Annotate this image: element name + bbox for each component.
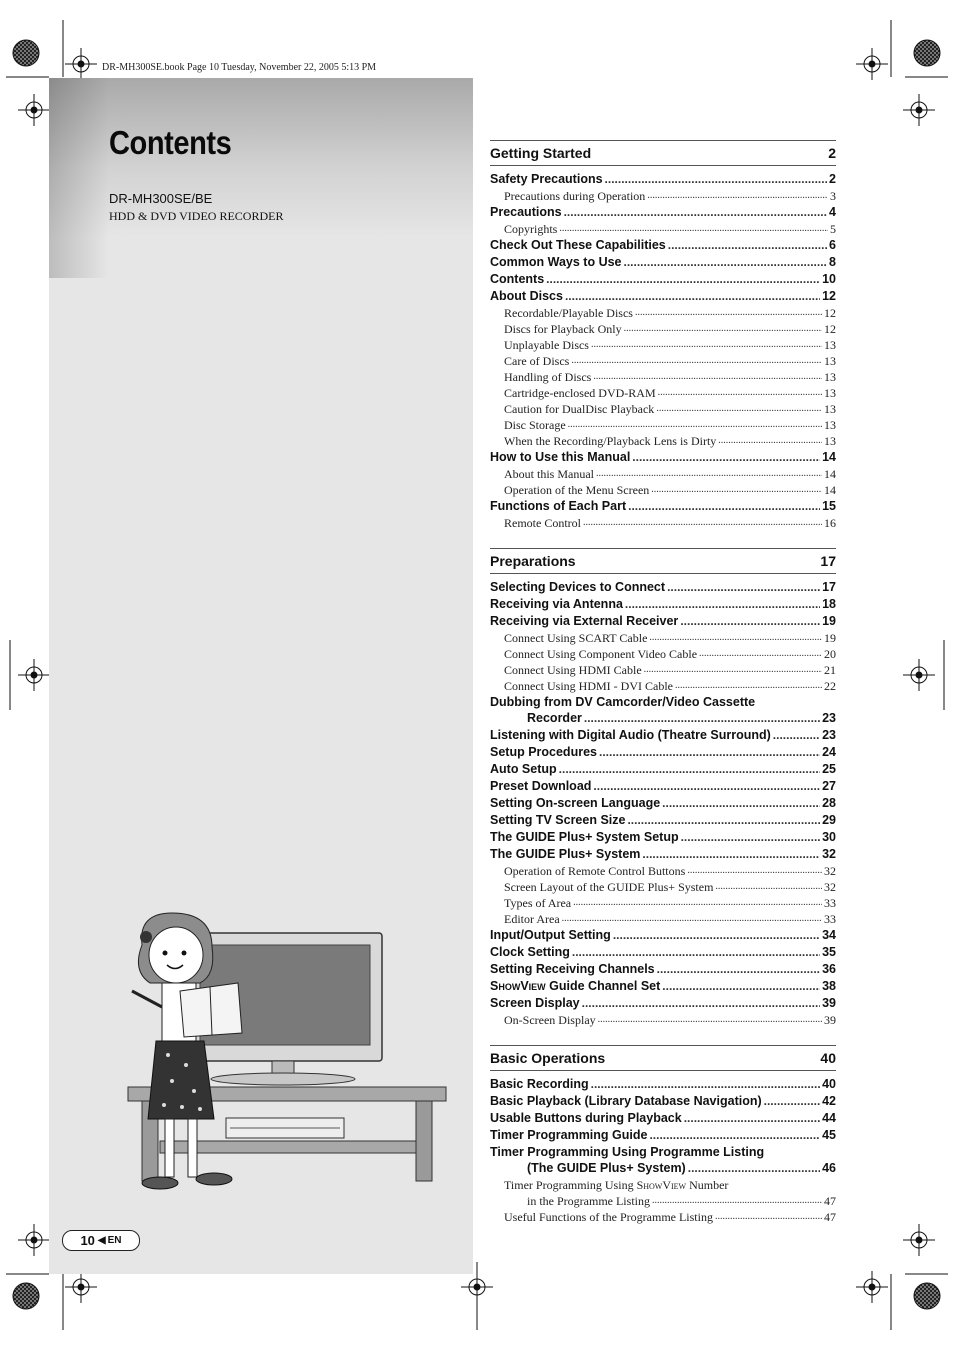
toc-section-heading[interactable] — [490, 548, 836, 574]
toc-entry[interactable] — [490, 863, 836, 879]
toc-entry-page: 12 — [824, 322, 836, 336]
toc-leader-dots — [649, 1127, 820, 1144]
table-of-contents — [490, 140, 836, 1242]
toc-entry[interactable] — [490, 662, 836, 678]
toc-leader-dots — [715, 879, 822, 895]
toc-entry-label: Discs for Playback Only — [504, 322, 622, 336]
toc-entry-label: Connect Using SCART Cable — [504, 631, 648, 645]
toc-entry-label: Receiving via External Receiver — [490, 614, 679, 628]
toc-entry-page: 13 — [824, 434, 836, 448]
toc-entry[interactable] — [490, 1093, 836, 1110]
toc-entry-page: 2 — [829, 172, 836, 186]
toc-entry-label: Receiving via Antenna — [490, 597, 623, 611]
toc-leader-dots — [568, 417, 822, 433]
toc-leader-dots — [647, 188, 828, 204]
toc-section — [490, 140, 836, 531]
page-number-tab — [62, 1230, 140, 1251]
toc-entry-page: 38 — [822, 979, 836, 993]
toc-section-page: 40 — [820, 1050, 836, 1066]
toc-entry[interactable] — [490, 911, 836, 927]
toc-entry[interactable] — [490, 288, 836, 305]
toc-entry-page: 13 — [824, 370, 836, 384]
toc-entry[interactable] — [490, 727, 836, 744]
toc-entry-label: Caution for DualDisc Playback — [504, 402, 655, 416]
toc-entry-page: 44 — [822, 1111, 836, 1125]
toc-section — [490, 548, 836, 1028]
toc-entry-line: Timer Programming Using Programme Listing — [490, 1145, 765, 1159]
toc-entry-label: Copyrights — [504, 222, 558, 236]
toc-entry-page: 21 — [824, 663, 836, 677]
toc-entry-label: Setting On-screen Language — [490, 796, 661, 810]
toc-entry-page: 17 — [822, 580, 836, 594]
toc-entry-page: 30 — [822, 830, 836, 844]
toc-leader-dots — [667, 579, 820, 596]
toc-leader-dots — [628, 498, 820, 515]
toc-entry-label: When the Recording/Playback Lens is Dirty — [504, 434, 717, 448]
toc-leader-dots — [593, 369, 822, 385]
toc-entry-page: 32 — [822, 847, 836, 861]
toc-leader-dots — [656, 401, 822, 417]
toc-entry-label: Setting Receiving Channels — [490, 962, 655, 976]
toc-entry-page: 36 — [822, 962, 836, 976]
toc-entry-label: in the Programme Listing — [527, 1194, 650, 1208]
toc-entry[interactable] — [490, 482, 836, 498]
toc-entry-label: Operation of the Menu Screen — [504, 483, 650, 497]
toc-entry-page: 22 — [824, 679, 836, 693]
toc-entry[interactable] — [490, 710, 836, 727]
toc-entry-label: Input/Output Setting — [490, 928, 611, 942]
toc-entry-page: 23 — [822, 711, 836, 725]
toc-leader-dots — [584, 710, 820, 727]
toc-entry[interactable] — [490, 254, 836, 271]
toc-entry-label: Types of Area — [504, 896, 572, 910]
toc-entry-label: About Discs — [490, 289, 563, 303]
toc-entry-page: 8 — [829, 255, 836, 269]
toc-entry-label: Precautions — [490, 205, 562, 219]
toc-entry[interactable] — [490, 385, 836, 401]
toc-entry-page: 3 — [830, 189, 836, 203]
toc-section-page: 17 — [820, 553, 836, 569]
toc-entry-label: Common Ways to Use — [490, 255, 622, 269]
toc-entry-label: How to Use this Manual — [490, 450, 631, 464]
arrow-left-icon: ◀ — [97, 1235, 106, 1246]
toc-entry[interactable] — [490, 1127, 836, 1144]
toc-leader-dots — [649, 630, 822, 646]
toc-entry-page: 14 — [824, 483, 836, 497]
toc-entry-label: Operation of Remote Control Buttons — [504, 864, 686, 878]
toc-leader-dots — [598, 1012, 822, 1028]
toc-entry[interactable] — [490, 961, 836, 978]
toc-entry[interactable] — [490, 237, 836, 254]
toc-entry[interactable] — [490, 995, 836, 1012]
toc-entry-page: 32 — [824, 864, 836, 878]
toc-entry-page: 33 — [824, 912, 836, 926]
toc-entry-label: Disc Storage — [504, 418, 566, 432]
toc-leader-dots — [773, 727, 820, 744]
panel-shade — [49, 78, 109, 278]
toc-entry-page: 39 — [824, 1013, 836, 1027]
toc-entry[interactable] — [490, 944, 836, 961]
model-number: DR-MH300SE/BE — [109, 191, 213, 206]
toc-entry[interactable] — [490, 1012, 836, 1028]
toc-leader-dots — [573, 895, 822, 911]
toc-entry-label: Screen Layout of the GUIDE Plus+ System — [504, 880, 714, 894]
toc-entry[interactable] — [490, 613, 836, 630]
girl-tv-illustration — [120, 905, 450, 1195]
toc-leader-dots — [681, 829, 821, 846]
toc-leader-dots — [680, 613, 820, 630]
toc-entry-page: 13 — [824, 418, 836, 432]
toc-entry-page: 23 — [822, 728, 836, 742]
toc-section-title: Basic Operations — [490, 1050, 606, 1066]
toc-leader-dots — [565, 288, 820, 305]
toc-entry-page: 19 — [822, 614, 836, 628]
toc-entry-page: 5 — [830, 222, 836, 236]
toc-entry[interactable] — [490, 744, 836, 761]
toc-leader-dots — [684, 1110, 820, 1127]
toc-entry-label: Care of Discs — [504, 354, 570, 368]
toc-entry[interactable] — [490, 466, 836, 482]
toc-entry-page: 35 — [822, 945, 836, 959]
toc-section-title: Getting Started — [490, 145, 592, 161]
toc-leader-dots — [688, 1160, 820, 1177]
toc-leader-dots — [662, 978, 820, 995]
toc-section-heading[interactable] — [490, 140, 836, 166]
toc-entry-page: 34 — [822, 928, 836, 942]
toc-entry[interactable] — [490, 515, 836, 531]
toc-entry-page: 46 — [822, 1161, 836, 1175]
toc-entry-label: Cartridge-enclosed DVD-RAM — [504, 386, 656, 400]
toc-entry-page: 13 — [824, 354, 836, 368]
toc-leader-dots — [699, 646, 822, 662]
toc-entry-page: 12 — [824, 306, 836, 320]
toc-entry-label: Basic Recording — [490, 1077, 589, 1091]
toc-entry-page: 32 — [824, 880, 836, 894]
toc-leader-dots — [593, 778, 820, 795]
toc-entry[interactable] — [490, 646, 836, 662]
toc-entry-label: Basic Playback (Library Database Navigation) — [490, 1094, 762, 1108]
toc-entry[interactable] — [490, 188, 836, 204]
toc-entry[interactable] — [490, 204, 836, 221]
toc-leader-dots — [627, 812, 820, 829]
toc-leader-dots — [605, 171, 828, 188]
toc-leader-dots — [562, 911, 822, 927]
toc-entry[interactable] — [490, 353, 836, 369]
toc-leader-dots — [596, 466, 822, 482]
toc-entry-page: 13 — [824, 402, 836, 416]
product-name: HDD & DVD VIDEO RECORDER — [109, 209, 284, 223]
toc-entry[interactable] — [490, 879, 836, 895]
toc-leader-dots — [635, 305, 822, 321]
toc-entry[interactable] — [490, 596, 836, 613]
toc-entry-page: 15 — [822, 499, 836, 513]
toc-leader-dots — [642, 846, 820, 863]
toc-leader-dots — [564, 204, 827, 221]
toc-entry[interactable] — [490, 271, 836, 288]
page-number: 10 — [80, 1233, 95, 1248]
toc-entry-page: 40 — [822, 1077, 836, 1091]
toc-entry[interactable] — [490, 498, 836, 515]
toc-entry[interactable] — [490, 846, 836, 863]
toc-leader-dots — [657, 961, 820, 978]
toc-leader-dots — [599, 744, 820, 761]
toc-entry[interactable] — [490, 1193, 836, 1209]
toc-entry[interactable] — [490, 1209, 836, 1225]
toc-entry-label: Contents — [490, 272, 545, 286]
toc-leader-dots — [718, 433, 822, 449]
toc-entry[interactable] — [490, 1110, 836, 1127]
toc-leader-dots — [624, 254, 828, 271]
toc-entry-page: 39 — [822, 996, 836, 1010]
toc-entry[interactable] — [490, 1160, 836, 1177]
toc-entry-label: Preset Download — [490, 779, 592, 793]
toc-leader-dots — [571, 353, 822, 369]
toc-entry-label: The GUIDE Plus+ System — [490, 847, 641, 861]
toc-entry[interactable] — [490, 630, 836, 646]
toc-entry[interactable] — [490, 812, 836, 829]
toc-entry[interactable] — [490, 895, 836, 911]
toc-entry-label: Listening with Digital Audio (Theatre Surround) — [490, 728, 771, 742]
toc-leader-dots — [625, 596, 820, 613]
print-header: DR-MH300SE.book Page 10 Tuesday, November 22, 2005 5:13 PM — [102, 62, 377, 73]
toc-entry-page: 14 — [824, 467, 836, 481]
toc-entry[interactable] — [490, 417, 836, 433]
toc-entry-label: Useful Functions of the Programme Listing — [504, 1210, 713, 1224]
toc-entry-line: Dubbing from DV Camcorder/Video Cassette — [490, 695, 756, 709]
toc-entry-label: Connect Using HDMI - DVI Cable — [504, 679, 673, 693]
toc-entry[interactable] — [490, 369, 836, 385]
toc-entry-label: Functions of Each Part — [490, 499, 627, 513]
toc-entry-label: ShowView Guide Channel Set — [490, 979, 661, 993]
toc-leader-dots — [613, 927, 820, 944]
toc-entry-page: 14 — [822, 450, 836, 464]
toc-entry-label: Connect Using Component Video Cable — [504, 647, 698, 661]
toc-leader-dots — [764, 1093, 820, 1110]
toc-entry[interactable] — [490, 1076, 836, 1093]
toc-entry-label: Check Out These Capabilities — [490, 238, 666, 252]
toc-entry-label: Clock Setting — [490, 945, 570, 959]
toc-section-page: 2 — [828, 145, 836, 161]
toc-section-title: Preparations — [490, 553, 576, 569]
toc-entry[interactable] — [490, 321, 836, 337]
toc-leader-dots — [559, 221, 828, 237]
toc-leader-dots — [572, 944, 820, 961]
toc-entry-page: 27 — [822, 779, 836, 793]
toc-entry[interactable] — [490, 978, 836, 995]
toc-entry-page: 18 — [822, 597, 836, 611]
toc-leader-dots — [652, 1193, 822, 1209]
toc-entry[interactable] — [490, 305, 836, 321]
toc-entry-label: Selecting Devices to Connect — [490, 580, 666, 594]
toc-leader-dots — [632, 449, 820, 466]
toc-entry[interactable] — [490, 221, 836, 237]
toc-entry[interactable] — [490, 927, 836, 944]
toc-entry-page: 47 — [824, 1210, 836, 1224]
toc-entry-label: Recordable/Playable Discs — [504, 306, 633, 320]
toc-leader-dots — [559, 761, 820, 778]
toc-section-heading[interactable] — [490, 1045, 836, 1071]
toc-entry-label: Safety Precautions — [490, 172, 603, 186]
toc-leader-dots — [651, 482, 822, 498]
toc-entry-page: 28 — [822, 796, 836, 810]
toc-entry[interactable] — [490, 778, 836, 795]
toc-entry-label: Editor Area — [504, 912, 560, 926]
toc-entry-page: 20 — [824, 647, 836, 661]
toc-entry-page: 4 — [829, 205, 836, 219]
toc-leader-dots — [675, 678, 822, 694]
toc-entry-page: 10 — [822, 272, 836, 286]
toc-leader-dots — [668, 237, 827, 254]
toc-entry-page: 42 — [822, 1094, 836, 1108]
toc-entry-label: Recorder — [527, 711, 582, 725]
showview-brand: ShowView — [490, 979, 546, 993]
toc-entry-label: Connect Using HDMI Cable — [504, 663, 642, 677]
toc-entry-page: 33 — [824, 896, 836, 910]
toc-entry[interactable] — [490, 337, 836, 353]
toc-entry-page: 16 — [824, 516, 836, 530]
toc-entry-label: On-Screen Display — [504, 1013, 596, 1027]
toc-entry-label: Unplayable Discs — [504, 338, 589, 352]
toc-entry-label: Usable Buttons during Playback — [490, 1111, 682, 1125]
toc-leader-dots — [687, 863, 822, 879]
toc-leader-dots — [591, 337, 822, 353]
toc-entry[interactable] — [490, 433, 836, 449]
toc-entry-page: 13 — [824, 386, 836, 400]
toc-entry-label: About this Manual — [504, 467, 594, 481]
page-title: Contents — [109, 124, 232, 161]
showview-brand: ShowView — [636, 1178, 687, 1192]
toc-entry[interactable] — [490, 829, 836, 846]
toc-entry-page: 19 — [824, 631, 836, 645]
toc-entry-label: Setup Procedures — [490, 745, 597, 759]
toc-entry-label: (The GUIDE Plus+ System) — [527, 1161, 686, 1175]
toc-entry[interactable] — [490, 579, 836, 596]
toc-leader-dots — [658, 385, 822, 401]
toc-entry-label: The GUIDE Plus+ System Setup — [490, 830, 679, 844]
toc-leader-dots — [644, 662, 822, 678]
toc-entry-page: 6 — [829, 238, 836, 252]
toc-leader-dots — [662, 795, 820, 812]
toc-entry-page: 12 — [822, 289, 836, 303]
toc-entry[interactable] — [490, 171, 836, 188]
toc-entry[interactable] — [490, 761, 836, 778]
toc-entry-line: Timer Programming Using ShowView Number — [504, 1178, 729, 1192]
toc-leader-dots — [582, 995, 820, 1012]
toc-entry-label: Setting TV Screen Size — [490, 813, 626, 827]
toc-entry-page: 13 — [824, 338, 836, 352]
toc-entry[interactable] — [490, 401, 836, 417]
toc-entry-label: Handling of Discs — [504, 370, 592, 384]
toc-entry-label: Timer Programming Guide — [490, 1128, 648, 1142]
language-code: EN — [107, 1235, 122, 1246]
toc-entry[interactable] — [490, 449, 836, 466]
toc-entry-label: Remote Control — [504, 516, 581, 530]
toc-entry-page: 24 — [822, 745, 836, 759]
toc-entry-page: 29 — [822, 813, 836, 827]
toc-entry-page: 25 — [822, 762, 836, 776]
toc-leader-dots — [715, 1209, 822, 1225]
toc-leader-dots — [624, 321, 822, 337]
toc-section — [490, 1045, 836, 1225]
toc-entry-label: Auto Setup — [490, 762, 557, 776]
toc-leader-dots — [591, 1076, 820, 1093]
toc-entry[interactable] — [490, 795, 836, 812]
toc-leader-dots — [546, 271, 820, 288]
toc-entry-page: 47 — [824, 1194, 836, 1208]
toc-leader-dots — [583, 515, 822, 531]
toc-entry-page: 45 — [822, 1128, 836, 1142]
toc-entry-label: Precautions during Operation — [504, 189, 646, 203]
toc-entry-label: Screen Display — [490, 996, 580, 1010]
toc-entry[interactable] — [490, 678, 836, 694]
